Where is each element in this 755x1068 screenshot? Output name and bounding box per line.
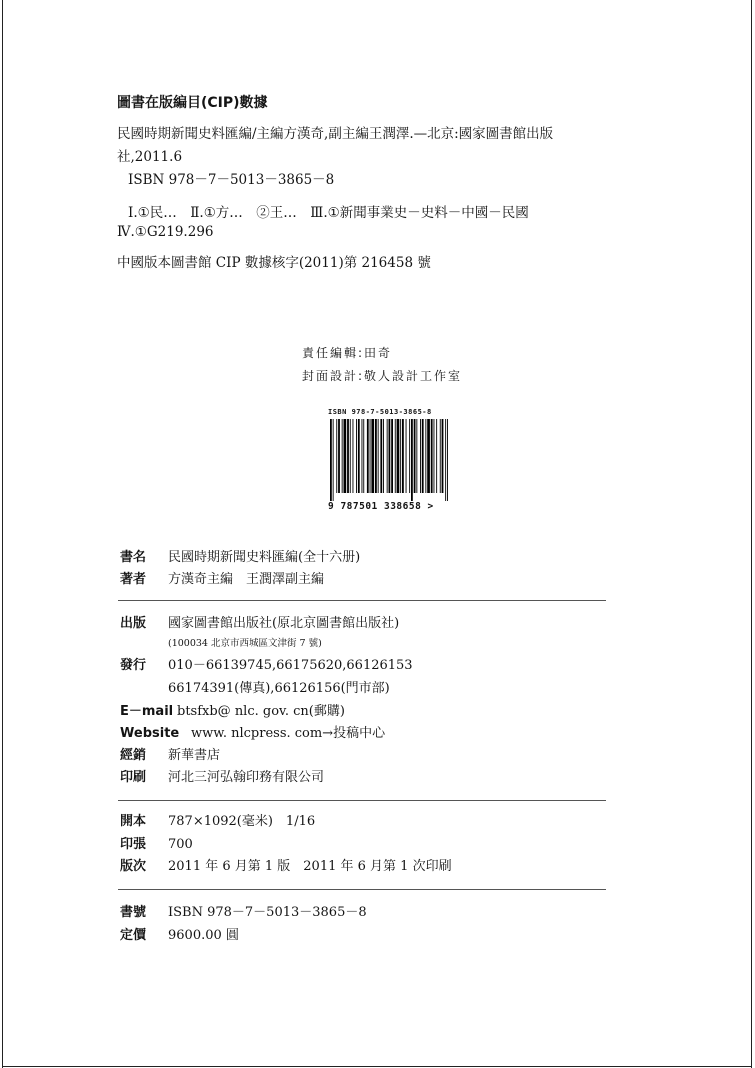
edition-value: 2011 年 6 月第 1 版 2011 年 6 月第 1 次印刷 (168, 859, 452, 874)
barcode-bar (436, 419, 437, 493)
barcode-bar (344, 419, 347, 493)
dealer-value: 新華書店 (168, 748, 221, 763)
barcode-bar (347, 419, 349, 493)
cip-record-number: 中國版本圖書館 CIP 數據核字(2011)第 216458 號 (117, 255, 431, 271)
barcode-bar (420, 419, 421, 493)
barcode-bar (445, 419, 446, 501)
barcode-bar (367, 419, 369, 493)
barcode-bar (442, 419, 444, 493)
barcode-bar (362, 419, 363, 493)
barcode-bar (400, 419, 401, 493)
barcode-bar (395, 419, 396, 493)
distribution-phones-line2: 66174391(傳真),66126156(門市部) (168, 681, 390, 696)
barcode-bar (383, 419, 384, 493)
barcode-bar (434, 419, 435, 493)
barcode-isbn-text: ISBN 978-7-5013-3865-8 (328, 408, 432, 416)
dealer-label: 經銷 (120, 748, 147, 763)
barcode-bar (427, 419, 430, 493)
cip-classification-line1: Ⅰ.①民… Ⅱ.①方… ②王… Ⅲ.①新聞事業史－史料－中國－民國 (128, 205, 529, 221)
barcode-bar (416, 419, 417, 493)
barcode-digits: 9 787501 338658 > (328, 501, 434, 512)
barcode-bar (353, 419, 354, 493)
price-label: 定價 (120, 928, 147, 943)
barcode-bar (350, 419, 351, 493)
barcode-bars (328, 419, 452, 501)
edition-label: 版次 (120, 859, 147, 874)
book-title-label: 書名 (120, 550, 147, 565)
barcode-bar (389, 419, 391, 493)
cip-description-line2: 社,2011.6 (117, 149, 183, 165)
cip-classification-line2: Ⅳ.①G219.296 (117, 224, 214, 240)
website-label: Website (120, 726, 180, 741)
page-border-right (751, 0, 752, 1068)
format-label: 開本 (120, 814, 147, 829)
barcode-bar (447, 419, 448, 501)
price-value: 9600.00 圓 (168, 928, 239, 943)
barcode-bar (375, 419, 377, 493)
format-value: 787×1092(毫米) 1/16 (168, 814, 316, 829)
book-number-value: ISBN 978－7－5013－3865－8 (168, 905, 367, 920)
barcode-bar (391, 419, 393, 493)
barcode-bar (363, 419, 364, 493)
barcode-bar (406, 419, 407, 493)
barcode-bar (356, 419, 357, 493)
distribution-label: 發行 (120, 658, 147, 673)
printer-label: 印刷 (120, 770, 147, 785)
barcode-bar (422, 419, 424, 493)
barcode-bar (440, 419, 441, 493)
barcode-bar (370, 419, 371, 493)
publisher-label: 出版 (120, 616, 147, 631)
barcode-bar (387, 419, 388, 493)
book-number-label: 書號 (120, 905, 147, 920)
sheets-label: 印張 (120, 837, 147, 852)
barcode-bar (371, 419, 374, 493)
sheets-value: 700 (168, 837, 193, 852)
email-label: E－mail (120, 704, 174, 719)
barcode-bar (333, 419, 334, 501)
divider-2 (118, 800, 606, 801)
barcode-bar (380, 419, 382, 493)
website-value: www. nlcpress. com→投稿中心 (191, 726, 386, 741)
divider-3 (118, 889, 606, 890)
printer-value: 河北三河弘翰印務有限公司 (168, 770, 325, 785)
email-value: btsfxb@ nlc. gov. cn(郵購) (177, 704, 345, 719)
page-border-left (2, 0, 3, 1068)
cip-isbn: ISBN 978－7－5013－3865－8 (128, 172, 335, 188)
barcode-bar (330, 419, 332, 501)
author-value: 方漢奇主編 王潤澤副主編 (168, 572, 325, 587)
barcode-bar (358, 419, 360, 493)
barcode-bar (338, 419, 340, 493)
book-title-value: 民國時期新聞史料匯編(全十六册) (168, 550, 361, 565)
cover-designer: 封面設計:敬人設計工作室 (302, 369, 463, 383)
page-border-bottom (2, 1066, 752, 1067)
barcode-bar (425, 419, 426, 493)
barcode-bar (397, 419, 400, 493)
isbn-barcode (328, 408, 452, 512)
barcode-bar (414, 419, 416, 493)
barcode-bar (431, 419, 433, 493)
barcode-bar (378, 419, 379, 493)
barcode-bar (409, 419, 410, 493)
author-label: 著者 (120, 572, 147, 587)
barcode-bar (336, 419, 337, 493)
barcode-bar (402, 419, 404, 493)
distribution-phones-line1: 010－66139745,66175620,66126153 (168, 658, 413, 673)
divider-1 (118, 600, 606, 601)
responsible-editor: 責任編輯:田奇 (302, 346, 393, 360)
publisher-value: 國家圖書館出版社(原北京圖書館出版社) (168, 616, 400, 631)
cip-title: 圖書在版編目(CIP)數據 (117, 95, 268, 111)
barcode-bar (342, 419, 343, 493)
barcode-bar (411, 419, 413, 501)
publisher-address: (100034 北京市西城區文津街 7 號) (168, 638, 322, 649)
cip-description-line1: 民國時期新聞史料匯編/主編方漢奇,副主編王潤澤.—北京:國家圖書館出版 (117, 126, 554, 142)
